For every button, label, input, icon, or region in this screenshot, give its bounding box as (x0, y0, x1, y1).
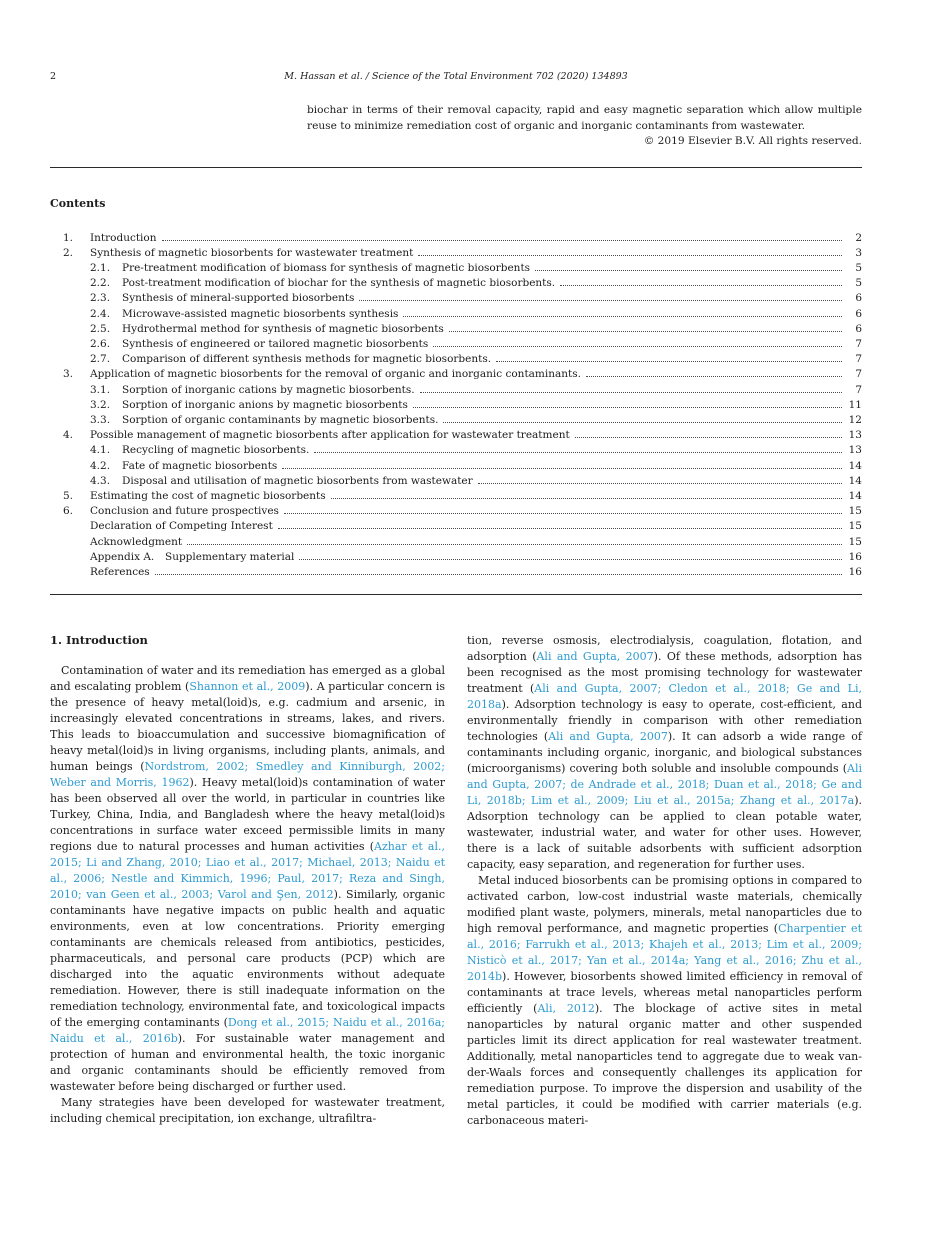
toc-entry-number: 3.3. (90, 413, 111, 426)
toc-entry-page: 6 (855, 292, 862, 305)
body-text-segment: ). A particular concern is the presence of heavy metal(loid)s, e.g. cadmium and arsenic, in increasingly elevated concentrations in streams, lakes, and rivers. This leads to bioaccumulation and successive biomagnification of heavy metal(loid)s in living organisms, including plants, animals, and human beings ( (50, 680, 445, 774)
toc-entry-number: 2.3. (90, 292, 111, 305)
toc-entry-title: Pre-treatment modification of biomass for synthesis of magnetic biosorbents (122, 261, 531, 274)
running-header (50, 0, 862, 82)
body-columns (50, 633, 862, 1129)
toc-entry[interactable] (50, 352, 862, 367)
right-column (467, 633, 862, 1129)
toc-entry-title: Sorption of inorganic anions by magnetic biosorbents (122, 398, 408, 411)
body-text-segment: Many strategies have been developed for wastewater treatment, including chemical precipitation, ion exchange, ultrafiltra- (50, 1096, 445, 1126)
citation-link[interactable]: Ali and Gupta, 2007 (548, 730, 668, 744)
toc-dot-leader (535, 270, 842, 271)
copyright-line: © 2019 Elsevier B.V. All rights reserved. (643, 135, 862, 147)
toc-entry-page: 14 (848, 474, 862, 487)
toc-entry-title: Microwave-assisted magnetic biosorbents synthesis (122, 307, 399, 320)
toc-entry-title: Estimating the cost of magnetic biosorbents (90, 489, 326, 502)
toc-dot-leader (331, 498, 842, 499)
toc-dot-leader (575, 437, 842, 438)
toc-entry-number: 2.2. (90, 277, 111, 290)
toc-entry-page: 15 (848, 535, 862, 548)
toc-entry-number: Appendix A. (90, 550, 155, 563)
toc-entry-title: Declaration of Competing Interest (90, 520, 273, 533)
toc-entry-number: 3.1. (90, 383, 111, 396)
toc-dot-leader (420, 392, 842, 393)
citation-link[interactable]: Dong et al., 2015; Naidu et al., 2016a; Naidu et al., 2016b (50, 1016, 445, 1046)
body-text-segment: Contamination of water and its remediation has emerged as a global and escalating problem ( (50, 664, 445, 694)
toc-entry[interactable] (50, 337, 862, 352)
toc-dot-leader (413, 407, 842, 408)
toc-entry[interactable] (50, 261, 862, 276)
toc-dot-leader (449, 331, 842, 332)
toc-entry-number: 4. (63, 429, 74, 442)
toc-entry-number: 5. (63, 489, 74, 502)
toc-entry-title: Sorption of inorganic cations by magnetic biosorbents. (122, 383, 415, 396)
toc-entry-title: References (90, 565, 150, 578)
toc-entry-number: 3. (63, 368, 74, 381)
toc-entry-number: 2.6. (90, 337, 111, 350)
toc-dot-leader (314, 452, 842, 453)
toc-entry[interactable] (50, 443, 862, 458)
toc-entry-number: 6. (63, 505, 74, 518)
toc-entry-number: 4.1. (90, 444, 111, 457)
toc-entry-page: 16 (848, 550, 862, 563)
journal-citation: M. Hassan et al. / Science of the Total Environment 702 (2020) 134893 (284, 71, 628, 82)
toc-entry-page: 13 (848, 444, 862, 457)
toc-dot-leader (359, 300, 842, 301)
body-text-segment: tion, reverse osmosis, electrodialysis, coagulation, flotation, and adsorption ( (467, 634, 862, 664)
contents-heading: Contents (50, 196, 106, 210)
citation-link[interactable]: Shannon et al., 2009 (189, 680, 306, 694)
toc-entry-page: 13 (848, 429, 862, 442)
toc-dot-leader (418, 255, 842, 256)
toc-dot-leader (282, 468, 842, 469)
toc-entry-title: Fate of magnetic biosorbents (122, 459, 278, 472)
toc-entry[interactable] (50, 231, 862, 246)
toc-dot-leader (586, 376, 842, 377)
toc-entry[interactable] (50, 504, 862, 519)
toc-entry-title: Conclusion and future prospectives (90, 505, 279, 518)
toc-entry-title: Disposal and utilisation of magnetic biosorbents from wastewater (122, 474, 473, 487)
toc-dot-leader (278, 528, 842, 529)
toc-list (50, 231, 862, 581)
toc-entry[interactable] (50, 322, 862, 337)
toc-entry[interactable] (50, 550, 862, 565)
toc-entry-number: 4.3. (90, 474, 111, 487)
body-paragraph (467, 873, 862, 1129)
toc-entry[interactable] (50, 276, 862, 291)
toc-entry[interactable] (50, 307, 862, 322)
toc-entry[interactable] (50, 367, 862, 382)
toc-entry-page: 11 (848, 398, 862, 411)
toc-entry-page: 7 (855, 353, 862, 366)
toc-entry-page: 6 (855, 322, 862, 335)
toc-entry[interactable] (50, 246, 862, 261)
toc-entry-title: Recycling of magnetic biosorbents. (122, 444, 310, 457)
toc-entry[interactable] (50, 489, 862, 504)
toc-entry-number: 2. (63, 246, 74, 259)
body-text-segment: ). For sustainable water management and protection of human and environmental health, the toxic inorganic and organic contaminants should be efficiently removed from wastewater before being discharged or further used. (50, 1032, 445, 1094)
body-paragraph (50, 1095, 445, 1127)
toc-entry-page: 6 (855, 307, 862, 320)
toc-entry[interactable] (50, 519, 862, 534)
body-text-segment: ). However, biosorbents showed limited efficiency in removal of contaminants at trace levels, whereas metal nanoparticles perform efficiently ( (467, 970, 862, 1016)
citation-link[interactable]: Ali and Gupta, 2007; de Andrade et al., 2018; Duan et al., 2018; Ge and Li, 2018b; Lim et al., 2009; Liu et al., 2015a; Zhang et al., 2017a (467, 762, 862, 808)
toc-entry[interactable] (50, 459, 862, 474)
body-text-segment: ). Heavy metal(loid)s contamination of water has been observed all over the world, in particular in countries like Turkey, China, India, and Bangladesh where the heavy metal(loid)s concentrations in surface water exceed permissible limits in many regions due to natural processes and human activities ( (50, 776, 445, 854)
toc-dot-leader (496, 361, 842, 362)
body-text-segment: ). It can adsorb a wide range of contaminants including organic, inorganic, and biological substances (microorganisms) covering both soluble and insoluble compounds ( (467, 730, 862, 776)
toc-entry-title: Comparison of different synthesis methods for magnetic biosorbents. (122, 353, 492, 366)
divider-rule-top (50, 167, 862, 168)
toc-dot-leader (443, 422, 842, 423)
toc-dot-leader (478, 483, 842, 484)
toc-entry-number: 2.7. (90, 353, 111, 366)
toc-entry-title: Possible management of magnetic biosorbents after application for wastewater treatment (90, 429, 570, 442)
toc-entry[interactable] (50, 398, 862, 413)
citation-link[interactable]: Charpentier et al., 2016; Farrukh et al., 2013; Khajeh et al., 2013; Lim et al., 2009; Nisticò et al., 2017; Yan et al., 2014a; Yang et al., 2016; Zhu et al., 2014b (467, 922, 862, 984)
toc-entry[interactable] (50, 291, 862, 306)
toc-dot-leader (433, 346, 842, 347)
toc-entry-title: Synthesis of engineered or tailored magnetic biosorbents (122, 337, 429, 350)
abstract-continuation (307, 103, 862, 150)
body-text-segment: ). The blockage of active sites in metal nanoparticles by natural organic matter and other suspended particles limit its direct application for real wastewater treatment. Additionally, metal nanoparticles tend to aggregate due to weak van-der-Waals forces and consequently challenges its application for remediation purpose. To improve the dispersion and usability of the metal particles, it could be modified with carrier materials (e.g. carbonaceous materi- (467, 1002, 862, 1128)
citation-link[interactable]: Ali and Gupta, 2007 (536, 650, 654, 664)
toc-entry-page: 16 (848, 565, 862, 578)
toc-entry-title: Synthesis of mineral-supported biosorbents (122, 292, 355, 305)
toc-entry-page: 14 (848, 459, 862, 472)
body-text-segment: ). Adsorption technology is easy to operate, cost-efficient, and environmentally friendly in comparison with other remediation technologies ( (467, 698, 862, 744)
toc-entry-page: 15 (848, 505, 862, 518)
citation-link[interactable]: Azhar et al., 2015; Li and Zhang, 2010; Liao et al., 2017; Michael, 2013; Naidu et al., 2006; Nestle and Kimmich, 1996; Paul, 2017; Reza and Singh, 2010; van Geen et al., 2003; Varol and Şen, 2012 (50, 840, 445, 902)
toc-entry-title: Application of magnetic biosorbents for the removal of organic and inorganic contaminants. (90, 368, 581, 381)
left-column (50, 633, 445, 1129)
toc-dot-leader (162, 240, 843, 241)
toc-entry[interactable] (50, 383, 862, 398)
divider-rule-mid (50, 594, 862, 595)
toc-entry-title: Post-treatment modification of biochar for the synthesis of magnetic biosorbents. (122, 277, 556, 290)
toc-dot-leader (403, 316, 842, 317)
citation-link[interactable]: Ali and Gupta, 2007; Cledon et al., 2018; Ge and Li, 2018a (467, 682, 862, 712)
body-paragraph (50, 663, 445, 1095)
toc-entry-number: 2.4. (90, 307, 111, 320)
toc-entry-title: Introduction (90, 231, 157, 244)
toc-dot-leader (299, 559, 842, 560)
toc-dot-leader (155, 574, 842, 575)
toc-entry-number: 3.2. (90, 398, 111, 411)
toc-entry-page: 15 (848, 520, 862, 533)
body-text-segment: ). Of these methods, adsorption has been recognised as the most promising technology for wastewater treatment ( (467, 650, 862, 696)
toc-entry-title: Acknowledgment (90, 535, 183, 548)
toc-entry-page: 7 (855, 368, 862, 381)
toc-entry-page: 12 (848, 413, 862, 426)
toc-entry-title: Sorption of organic contaminants by magnetic biosorbents. (122, 413, 439, 426)
citation-link[interactable]: Ali, 2012 (537, 1002, 595, 1016)
toc-entry-page: 7 (855, 383, 862, 396)
toc-entry-number: 2.1. (90, 261, 111, 274)
toc-entry-number: 1. (63, 231, 74, 244)
toc-entry-page: 5 (855, 261, 862, 274)
body-paragraph (467, 633, 862, 873)
toc-entry-title: Supplementary material (165, 550, 295, 563)
toc-entry[interactable] (50, 428, 862, 443)
toc-entry-title: Hydrothermal method for synthesis of magnetic biosorbents (122, 322, 444, 335)
toc-entry-page: 7 (855, 337, 862, 350)
toc-entry[interactable] (50, 413, 862, 428)
toc-dot-leader (187, 544, 842, 545)
toc-dot-leader (284, 513, 842, 514)
body-text-segment: ). Adsorption technology can be applied to clean potable water, wastewater, industrial water, and water for other uses. However, there is a lack of suitable adsorbents with sufficient adsorption capacity, easy separation, and regeneration for further uses. (467, 794, 862, 872)
toc-entry-page: 14 (848, 489, 862, 502)
toc-entry-page: 2 (855, 231, 862, 244)
citation-link[interactable]: Nordstrom, 2002; Smedley and Kinniburgh, 2002; Weber and Morris, 1962 (50, 760, 445, 790)
body-text-segment: ). Similarly, organic contaminants have negative impacts on public health and aquatic environments, even at low concentrations. Priority emerging contaminants are chemicals released from antibiotics, pesticides, pharmaceuticals, and personal care products (PCP) which are discharged into the aquatic environments without adequate remediation. However, there is still inadequate information on the remediation technology, environmental fate, and toxicological impacts of the emerging contaminants ( (50, 888, 445, 1030)
toc-entry[interactable] (50, 535, 862, 550)
toc-entry-title: Synthesis of magnetic biosorbents for wastewater treatment (90, 246, 414, 259)
toc-dot-leader (560, 285, 842, 286)
toc-entry-number: 4.2. (90, 459, 111, 472)
section-heading-introduction: 1. Introduction (50, 633, 148, 648)
abstract-text: biochar in terms of their removal capacity, rapid and easy magnetic separation which allow multiple reuse to minimize remediation cost of organic and inorganic contaminants from wastewater. (307, 104, 862, 132)
body-text-segment: Metal induced biosorbents can be promising options in compared to activated carbon, low-cost industrial waste materials, chemically modified plant waste, polymers, minerals, metal nanoparticles due to high removal performance, and magnetic properties ( (467, 874, 862, 936)
toc-entry[interactable] (50, 474, 862, 489)
toc-entry-number: 2.5. (90, 322, 111, 335)
toc-entry-page: 3 (855, 246, 862, 259)
page-number: 2 (50, 71, 57, 82)
toc-entry-page: 5 (855, 277, 862, 290)
toc-entry[interactable] (50, 565, 862, 580)
